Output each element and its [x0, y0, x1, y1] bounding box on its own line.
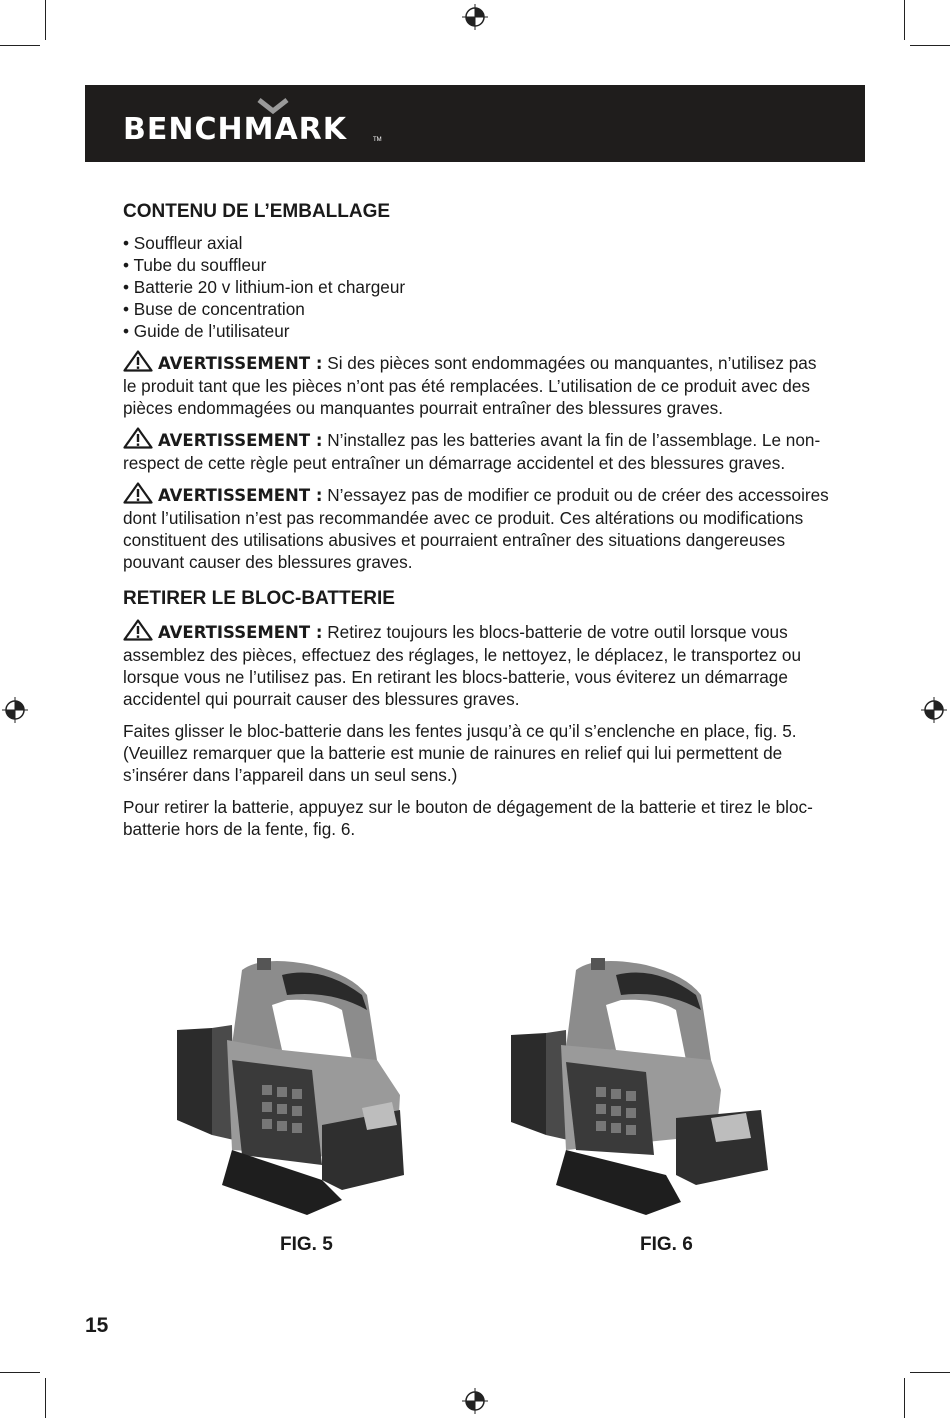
- logo-chevron-icon: [256, 97, 290, 117]
- crop-mark: [910, 1372, 950, 1373]
- list-item: • Tube du souffleur: [123, 255, 267, 275]
- registration-mark-icon: [2, 697, 28, 723]
- crop-mark: [904, 0, 905, 40]
- crop-mark: [0, 1372, 40, 1373]
- crop-mark: [45, 0, 46, 40]
- blower-figure-battery-removed: [506, 950, 771, 1220]
- warning-text: N’essayez pas de modifier ce produit ou de créer des accessoires dont l’utilisation n’est pas recommandée avec ce produit. Ces altérations ou modifications constituent des utilisations abusives et pourraient entraîner des situations dangereuses pouvant causer des blessures graves.: [123, 485, 829, 572]
- warning-label: AVERTISSEMENT :: [158, 623, 323, 642]
- package-contents-list: [123, 232, 833, 342]
- logo-trademark: TM: [373, 137, 382, 143]
- list-item: • Souffleur axial: [123, 233, 243, 253]
- blower-figure-battery-inserted: [172, 950, 412, 1220]
- warning-text: Si des pièces sont endommagées ou manquantes, n’utilisez pas le produit tant que les pièces n’ont pas été remplacées. L’utilisation de ce produit avec des pièces endommagées ou manquantes pourrait entraîner des blessures graves.: [123, 353, 817, 418]
- registration-mark-icon: [462, 4, 488, 30]
- list-item: • Buse de concentration: [123, 299, 305, 319]
- list-item: • Guide de l’utilisateur: [123, 321, 290, 341]
- crop-mark: [45, 1378, 46, 1418]
- content-column: [123, 200, 833, 840]
- body-paragraph: Faites glisser le bloc-batterie dans les fentes jusqu’à ce qu’il s’enclenche en place, fig. 5. (Veuillez remarquer que la batterie est munie de rainures en relief qui lui permettent de s’insérer dans l’appareil dans un seul sens.): [123, 721, 797, 785]
- warning-paragraph: [123, 619, 833, 710]
- warning-triangle-icon: [123, 482, 153, 504]
- logo-text: BENCHMARK: [123, 112, 348, 147]
- registration-mark-icon: [462, 1388, 488, 1414]
- section-title-package-contents: CONTENU DE L’EMBALLAGE: [123, 201, 391, 222]
- warning-label: AVERTISSEMENT :: [158, 431, 323, 450]
- warning-label: AVERTISSEMENT :: [158, 354, 323, 373]
- warning-triangle-icon: [123, 350, 153, 372]
- header-bar: [85, 85, 865, 162]
- benchmark-logo: [123, 97, 383, 157]
- figure-caption: FIG. 6: [640, 1234, 693, 1255]
- warning-label: AVERTISSEMENT :: [158, 486, 323, 505]
- figure-caption: FIG. 5: [280, 1234, 333, 1255]
- registration-mark-icon: [921, 697, 947, 723]
- section-title-remove-battery: RETIRER LE BLOC-BATTERIE: [123, 588, 395, 609]
- warning-text: Retirez toujours les blocs-batterie de votre outil lorsque vous assemblez des pièces, effectuez des réglages, le nettoyez, le déplacez, le transportez ou lorsque vous ne l’utilisez pas. En retirant les blocs-batterie, vous éviterez un démarrage accidentel qui pourrait causer des blessures graves.: [123, 622, 802, 709]
- page-number: 15: [85, 1314, 109, 1337]
- crop-mark: [0, 45, 40, 46]
- crop-mark: [910, 45, 950, 46]
- warning-paragraph: [123, 482, 833, 573]
- warning-text: N’installez pas les batteries avant la fin de l’assemblage. Le non-respect de cette règle peut entraîner un démarrage accidentel et des blessures graves.: [123, 430, 821, 473]
- warning-paragraph: [123, 427, 833, 474]
- warning-triangle-icon: [123, 427, 153, 449]
- warning-paragraph: [123, 350, 833, 419]
- list-item: • Batterie 20 v lithium-ion et chargeur: [123, 277, 406, 297]
- body-paragraph: Pour retirer la batterie, appuyez sur le bouton de dégagement de la batterie et tirez le bloc-batterie hors de la fente, fig. 6.: [123, 797, 813, 839]
- warning-triangle-icon: [123, 619, 153, 641]
- crop-mark: [904, 1378, 905, 1418]
